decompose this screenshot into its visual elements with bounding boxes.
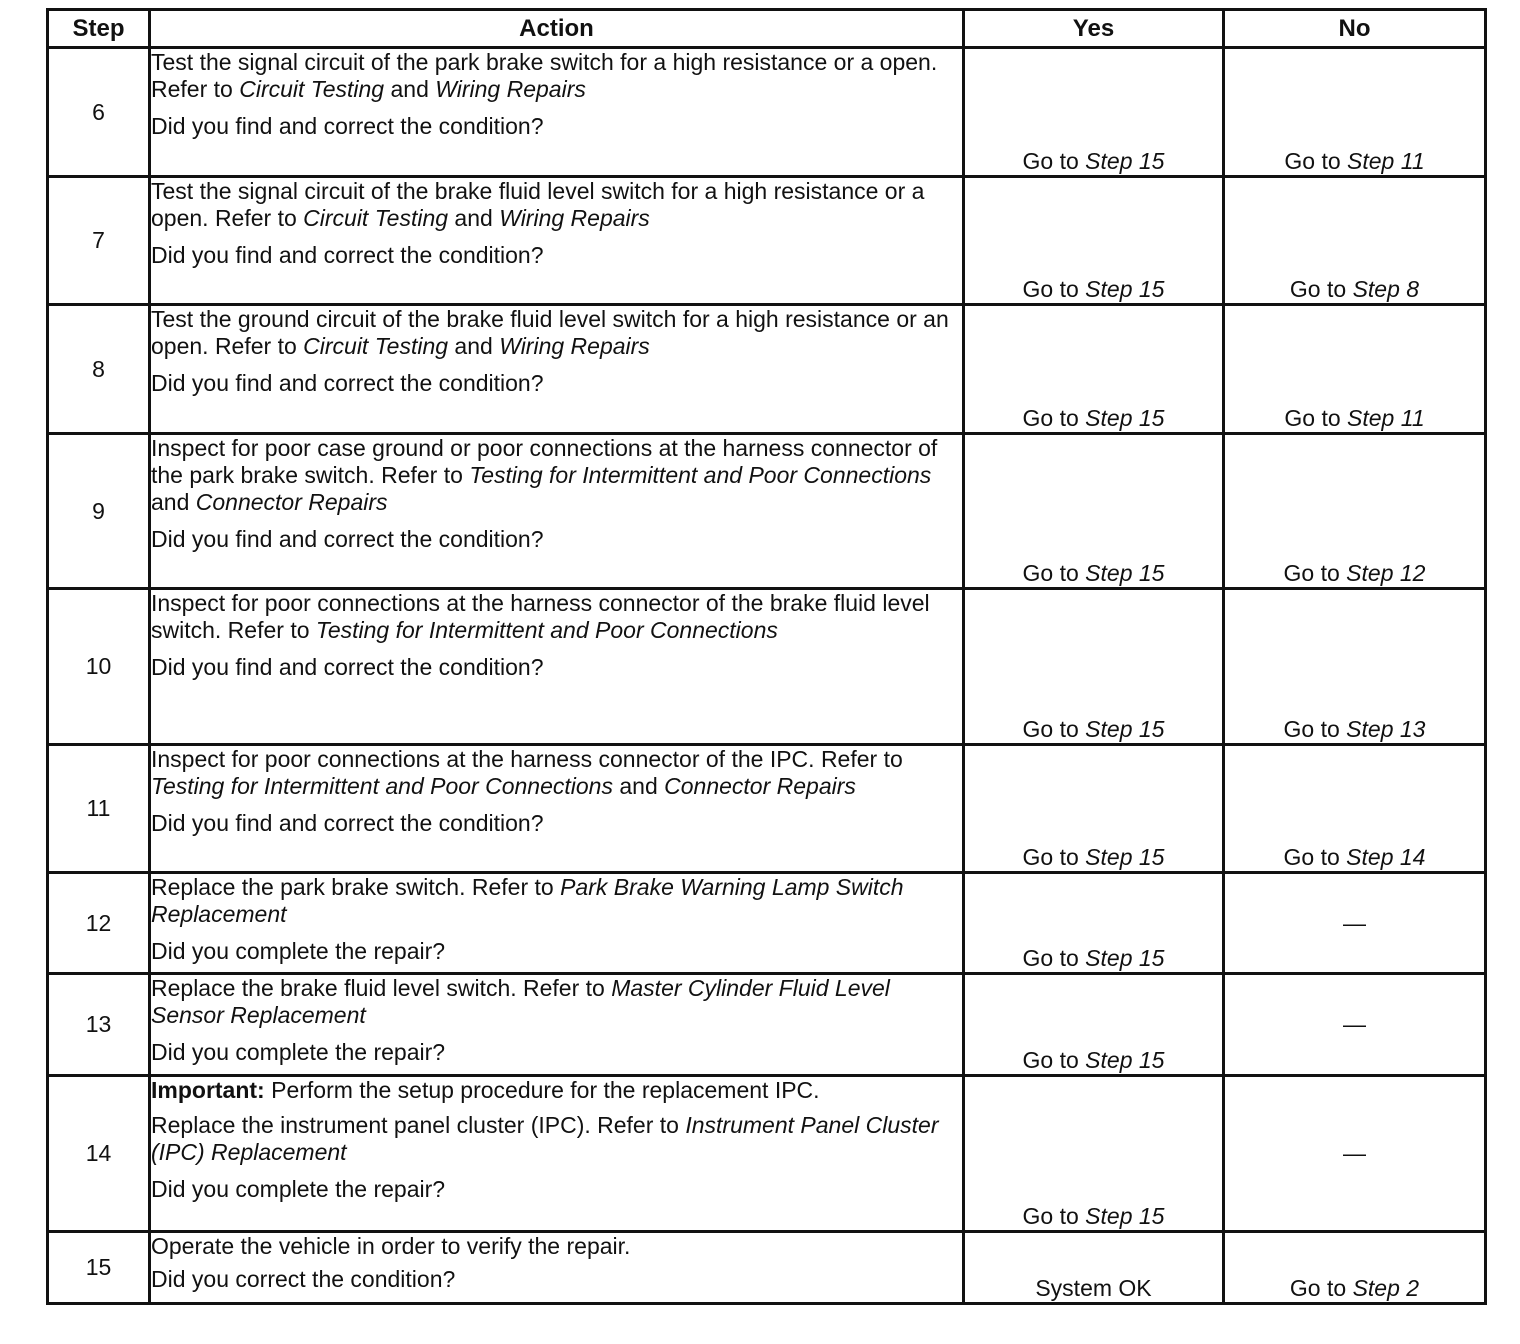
action-text	[151, 874, 962, 928]
goto-prefix: Go to	[1022, 1203, 1086, 1229]
yes-cell	[964, 305, 1224, 434]
table-row	[48, 48, 1486, 177]
goto-prefix: Go to	[1022, 1047, 1086, 1073]
action-text-part: Inspect for poor connections at the harness connector of the brake fluid level switch. Refer to	[151, 590, 930, 643]
question-text: Did you find and correct the condition?	[151, 370, 544, 396]
question-text: Did you find and correct the condition?	[151, 810, 544, 836]
table-row	[48, 177, 1486, 305]
goto-prefix: Go to	[1283, 560, 1347, 586]
table-row	[48, 305, 1486, 434]
step-link[interactable]: Step 11	[1347, 148, 1425, 174]
no-cell	[1224, 1232, 1486, 1304]
reference-link[interactable]: Wiring Repairs	[499, 333, 650, 359]
step-number: 7	[48, 177, 150, 305]
action-cell	[150, 589, 964, 745]
step-number: 8	[48, 305, 150, 434]
action-text-part: and	[612, 773, 665, 799]
action-text-part: Test the signal circuit of the park brake switch for a high resistance or a open. Refer to	[151, 49, 938, 102]
yes-cell	[964, 48, 1224, 177]
no-cell: —	[1224, 873, 1486, 974]
reference-link[interactable]: Master Cylinder Fluid Level Sensor Replacement	[151, 975, 890, 1028]
diagnostic-table	[46, 8, 1487, 1305]
action-text-part: Replace the instrument panel cluster (IPC). Refer to	[151, 1112, 686, 1138]
step-number: 10	[48, 589, 150, 745]
goto-prefix: Go to	[1289, 276, 1353, 302]
action-text-part: Inspect for poor connections at the harness connector of the IPC. Refer to	[151, 746, 903, 772]
yes-cell	[964, 1076, 1224, 1232]
question-text: Did you find and correct the condition?	[151, 113, 544, 139]
question-text: Did you complete the repair?	[151, 938, 446, 964]
step-link[interactable]: Step 15	[1085, 148, 1165, 174]
table-row	[48, 1076, 1486, 1232]
yes-cell	[964, 745, 1224, 873]
action-text	[151, 178, 962, 232]
action-text	[151, 435, 962, 516]
action-text-part: Test the signal circuit of the brake fluid level switch for a high resistance or a open. Refer to	[151, 178, 925, 231]
goto-prefix: Go to	[1022, 405, 1086, 431]
action-cell	[150, 1076, 964, 1232]
action-text-part: Operate the vehicle in order to verify the repair.	[151, 1233, 631, 1259]
header-action: Action	[150, 10, 964, 48]
yes-cell	[964, 434, 1224, 589]
question-text: Did you find and correct the condition?	[151, 654, 544, 680]
reference-link[interactable]: Wiring Repairs	[435, 76, 586, 102]
goto-prefix: Go to	[1289, 1275, 1353, 1301]
step-number: 15	[48, 1232, 150, 1304]
no-cell	[1224, 745, 1486, 873]
step-link[interactable]: Step 15	[1085, 844, 1165, 870]
table-row	[48, 434, 1486, 589]
step-link[interactable]: Step 2	[1352, 1275, 1420, 1301]
action-text	[151, 746, 962, 800]
goto-prefix: Go to	[1284, 405, 1348, 431]
table-row	[48, 873, 1486, 974]
important-note	[151, 1077, 962, 1104]
action-cell	[150, 434, 964, 589]
step-number: 6	[48, 48, 150, 177]
step-number: 14	[48, 1076, 150, 1232]
table-row	[48, 1232, 1486, 1304]
table-row	[48, 589, 1486, 745]
header-yes: Yes	[964, 10, 1224, 48]
action-text	[151, 1233, 962, 1260]
question-text: Did you complete the repair?	[151, 1176, 446, 1202]
reference-link[interactable]: Circuit Testing	[239, 76, 385, 102]
reference-link[interactable]: Testing for Intermittent and Poor Connections	[315, 617, 778, 643]
reference-link[interactable]: Circuit Testing	[303, 333, 449, 359]
action-cell	[150, 177, 964, 305]
goto-prefix: Go to	[1022, 844, 1086, 870]
action-text-part: Test the ground circuit of the brake fluid level switch for a high resistance or an open. Refer to	[151, 306, 949, 359]
no-cell	[1224, 305, 1486, 434]
goto-prefix: Go to	[1284, 148, 1348, 174]
step-number: 11	[48, 745, 150, 873]
step-link[interactable]: Step 15	[1085, 945, 1165, 971]
reference-link[interactable]: Testing for Intermittent and Poor Connections	[151, 773, 613, 799]
step-link[interactable]: Step 14	[1346, 844, 1426, 870]
table-row	[48, 745, 1486, 873]
action-text	[151, 306, 962, 360]
goto-prefix: Go to	[1283, 716, 1347, 742]
yes-cell	[964, 873, 1224, 974]
reference-link[interactable]: Testing for Intermittent and Poor Connections	[469, 462, 932, 488]
step-link[interactable]: Step 15	[1085, 716, 1165, 742]
goto-prefix: Go to	[1022, 276, 1086, 302]
step-number: 9	[48, 434, 150, 589]
step-link[interactable]: Step 8	[1352, 276, 1420, 302]
step-link[interactable]: Step 15	[1085, 560, 1165, 586]
reference-link[interactable]: Wiring Repairs	[499, 205, 650, 231]
question-text: Did you find and correct the condition?	[151, 526, 544, 552]
action-text-part: Replace the park brake switch. Refer to	[151, 874, 561, 900]
no-cell	[1224, 589, 1486, 745]
goto-prefix: Go to	[1022, 945, 1086, 971]
action-text	[151, 49, 962, 103]
step-link[interactable]: Step 15	[1085, 405, 1165, 431]
header-row	[48, 10, 1486, 48]
important-text: Perform the setup procedure for the replacement IPC.	[264, 1077, 820, 1103]
no-cell	[1224, 177, 1486, 305]
action-text	[151, 590, 962, 644]
goto-prefix: Go to	[1022, 716, 1086, 742]
step-link[interactable]: Step 12	[1346, 560, 1426, 586]
action-text-part: Replace the brake fluid level switch. Refer to	[151, 975, 612, 1001]
no-cell: —	[1224, 1076, 1486, 1232]
question-text: Did you complete the repair?	[151, 1039, 446, 1065]
action-cell	[150, 974, 964, 1076]
header-step: Step	[48, 10, 150, 48]
yes-cell: System OK	[964, 1232, 1224, 1304]
step-link[interactable]: Step 15	[1085, 1047, 1165, 1073]
yes-cell	[964, 589, 1224, 745]
action-text-part: and	[448, 205, 500, 231]
action-text-part: and	[151, 489, 196, 515]
action-text-part: and	[448, 333, 500, 359]
goto-prefix: Go to	[1022, 148, 1086, 174]
yes-cell	[964, 974, 1224, 1076]
reference-link[interactable]: Connector Repairs	[195, 489, 388, 515]
yes-cell	[964, 177, 1224, 305]
no-cell: —	[1224, 974, 1486, 1076]
table-row	[48, 974, 1486, 1076]
action-text-part: and	[384, 76, 436, 102]
reference-link[interactable]: Connector Repairs	[664, 773, 856, 799]
header-no: No	[1224, 10, 1486, 48]
question-text: Did you correct the condition?	[151, 1266, 456, 1292]
action-text-part: Inspect for poor case ground or poor connections at the harness connector of the park brake switch. Refer to	[151, 435, 938, 488]
goto-prefix: Go to	[1283, 844, 1347, 870]
no-cell	[1224, 48, 1486, 177]
step-link[interactable]: Step 11	[1347, 405, 1425, 431]
reference-link[interactable]: Instrument Panel Cluster (IPC) Replacement	[151, 1112, 939, 1165]
action-text	[151, 1112, 962, 1166]
step-number: 12	[48, 873, 150, 974]
step-link[interactable]: Step 15	[1085, 1203, 1165, 1229]
important-label: Important:	[151, 1077, 265, 1103]
action-cell	[150, 1232, 964, 1304]
action-cell	[150, 745, 964, 873]
step-link[interactable]: Step 13	[1346, 716, 1426, 742]
action-cell	[150, 873, 964, 974]
question-text: Did you find and correct the condition?	[151, 242, 544, 268]
step-number: 13	[48, 974, 150, 1076]
no-cell	[1224, 434, 1486, 589]
reference-link[interactable]: Circuit Testing	[303, 205, 449, 231]
goto-prefix: Go to	[1022, 560, 1086, 586]
action-cell	[150, 305, 964, 434]
reference-link[interactable]: Park Brake Warning Lamp Switch Replacement	[151, 874, 904, 927]
action-text	[151, 975, 962, 1029]
action-cell	[150, 48, 964, 177]
step-link[interactable]: Step 15	[1085, 276, 1165, 302]
